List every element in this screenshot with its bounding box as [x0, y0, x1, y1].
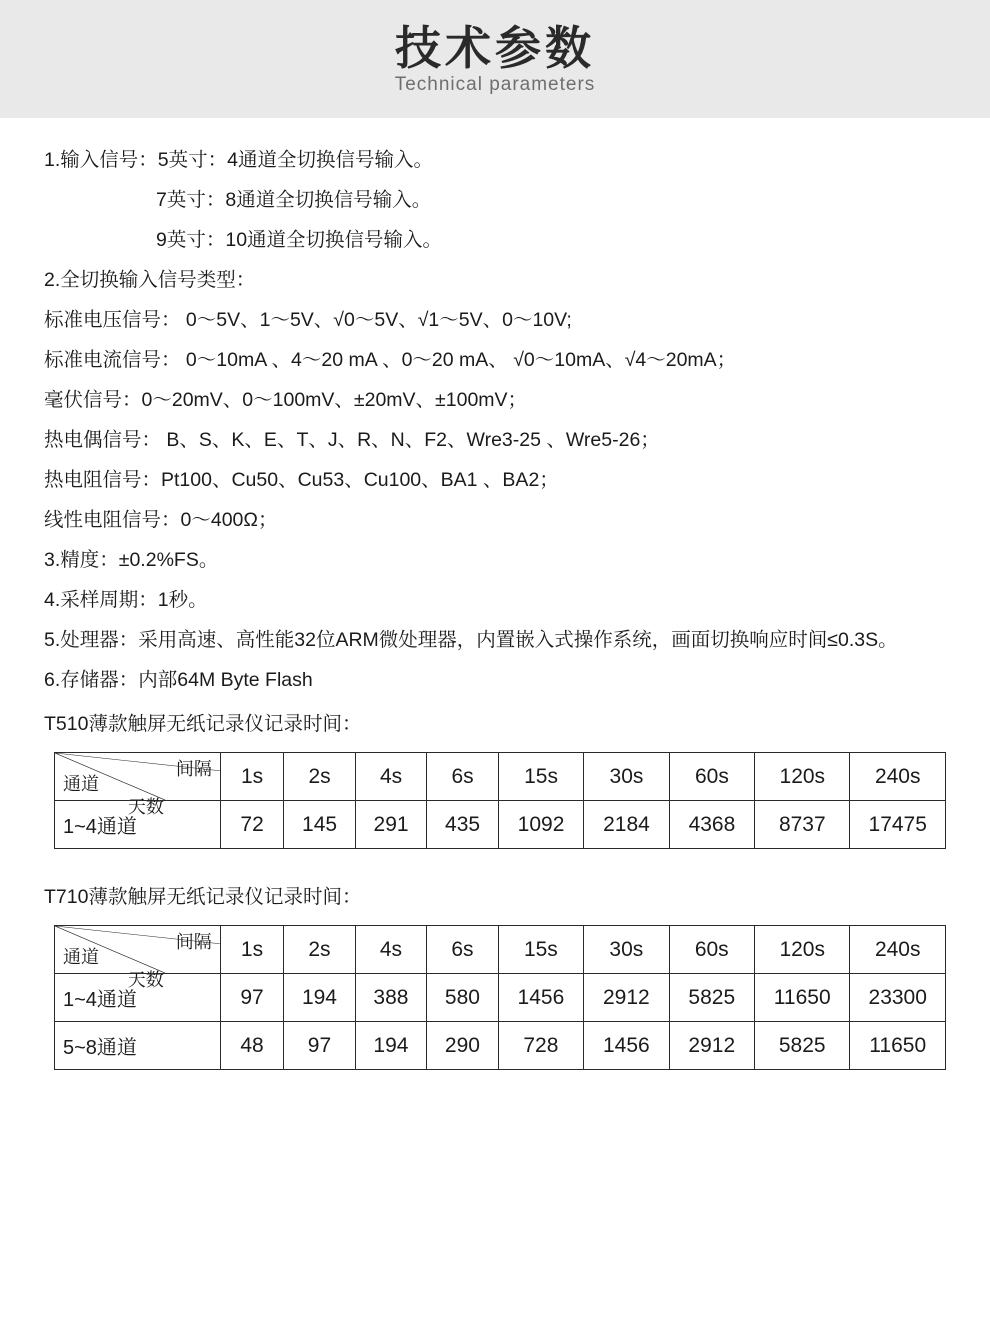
corner-label-days: 天数: [127, 797, 164, 817]
spec-line: 9英寸：10通道全切换信号输入。: [156, 229, 443, 251]
table-cell: 194: [355, 1022, 426, 1070]
spec-line: 7英寸：8通道全切换信号输入。: [156, 189, 432, 211]
table-col-header: 30s: [584, 753, 669, 801]
table-row: [55, 1022, 946, 1070]
table-cell: 11650: [754, 974, 849, 1022]
table-col-header: 60s: [669, 753, 754, 801]
table-col-header: 120s: [754, 926, 849, 974]
record-time-table-t510: [54, 752, 946, 849]
page-subtitle: Technical parameters: [394, 74, 596, 95]
corner-label-channel: 通道: [63, 774, 99, 794]
spec-line: 标准电压信号： 0～5V、1～5V、√0～5V、√1～5V、0～10V;: [44, 309, 572, 331]
table-cell: 2184: [584, 801, 669, 849]
corner-label-interval: 间隔: [175, 932, 212, 952]
table-col-header: 240s: [850, 926, 946, 974]
table-col-header: 60s: [669, 926, 754, 974]
corner-label-channel: 通道: [63, 947, 99, 967]
spec-line: 4.采样周期：1秒。: [44, 589, 208, 611]
table-col-header: 1s: [220, 753, 283, 801]
table-cell: 435: [427, 801, 499, 849]
table-row-header: 5~8通道: [55, 1022, 221, 1070]
page-title: 技术参数: [395, 22, 595, 74]
table-cell: 72: [220, 801, 283, 849]
spec-line: 线性电阻信号：0～400Ω；: [44, 509, 278, 531]
table-cell: 5825: [669, 974, 754, 1022]
table-cell: 291: [355, 801, 427, 849]
table-cell: 1456: [584, 1022, 669, 1070]
page-header-banner: [0, 0, 990, 118]
table-cell: 23300: [850, 974, 946, 1022]
record-time-table-t710: [54, 925, 946, 1070]
table-cell: 1092: [498, 801, 583, 849]
table-cell: 2912: [669, 1022, 754, 1070]
spec-line: 6.存储器：内部64M Byte Flash: [44, 669, 313, 691]
corner-label-days: 天数: [127, 970, 164, 990]
table-col-header: 240s: [850, 753, 946, 801]
table-cell: 2912: [584, 974, 669, 1022]
table-cell: 48: [220, 1022, 283, 1070]
spec-line: 热电偶信号： B、S、K、E、T、J、R、N、F2、Wre3-25 、Wre5-26；: [44, 429, 660, 451]
table-cell: 17475: [850, 801, 946, 849]
table-cell: 388: [355, 974, 426, 1022]
table-cell: 5825: [754, 1022, 849, 1070]
table-col-header: 2s: [284, 753, 356, 801]
table-corner-cell: [55, 753, 221, 817]
spec-line: 2.全切换输入信号类型：: [44, 269, 256, 291]
spec-line: 毫伏信号：0～20mV、0～100mV、±20mV、±100mV；: [44, 389, 528, 411]
table-caption-t510: T510薄款触屏无纸记录仪记录时间：: [44, 713, 362, 735]
table-row: [55, 801, 946, 849]
table-cell: 4368: [669, 801, 754, 849]
spec-line: 标准电流信号： 0～10mA 、4～20 mA 、0～20 mA、 √0～10mA、√4～20mA；: [44, 349, 737, 371]
table-row-header: 1~4通道: [55, 974, 221, 1022]
table-cell: 8737: [755, 801, 850, 849]
table-corner-cell: [55, 926, 221, 990]
table-col-header: 15s: [498, 926, 583, 974]
table-col-header: 4s: [355, 926, 426, 974]
table-col-header: 2s: [284, 926, 355, 974]
table-gap: [44, 849, 946, 873]
table-col-header: 6s: [427, 926, 498, 974]
spec-line: 3.精度：±0.2%FS。: [44, 549, 219, 571]
table-header-row: [55, 926, 946, 974]
table-caption-t710: T710薄款触屏无纸记录仪记录时间：: [44, 886, 362, 908]
table-cell: 11650: [850, 1022, 946, 1070]
table-cell: 145: [284, 801, 356, 849]
table-cell: 97: [220, 974, 283, 1022]
table-cell: 728: [498, 1022, 583, 1070]
table-header-row: [55, 753, 946, 801]
table-row-header: 1~4通道: [55, 801, 221, 849]
table-col-header: 15s: [498, 753, 583, 801]
table-cell: 580: [427, 974, 498, 1022]
table-cell: 194: [284, 974, 355, 1022]
table-col-header: 30s: [584, 926, 669, 974]
table-col-header: 4s: [355, 753, 427, 801]
spec-content: [0, 118, 990, 1070]
table-row: [55, 974, 946, 1022]
spec-line: 热电阻信号：Pt100、Cu50、Cu53、Cu100、BA1 、BA2；: [44, 469, 559, 491]
spec-line: 5.处理器：采用高速、高性能32位ARM微处理器，内置嵌入式操作系统，画面切换响应时间≤0.3S。: [44, 629, 898, 651]
table-cell: 290: [427, 1022, 498, 1070]
table-col-header: 1s: [220, 926, 283, 974]
spec-line-list: [44, 140, 946, 700]
spec-line: 1.输入信号：5英寸：4通道全切换信号输入。: [44, 149, 433, 171]
table-cell: 97: [284, 1022, 355, 1070]
table-cell: 1456: [498, 974, 583, 1022]
table-col-header: 6s: [427, 753, 499, 801]
corner-label-interval: 间隔: [175, 759, 212, 779]
table-col-header: 120s: [755, 753, 850, 801]
